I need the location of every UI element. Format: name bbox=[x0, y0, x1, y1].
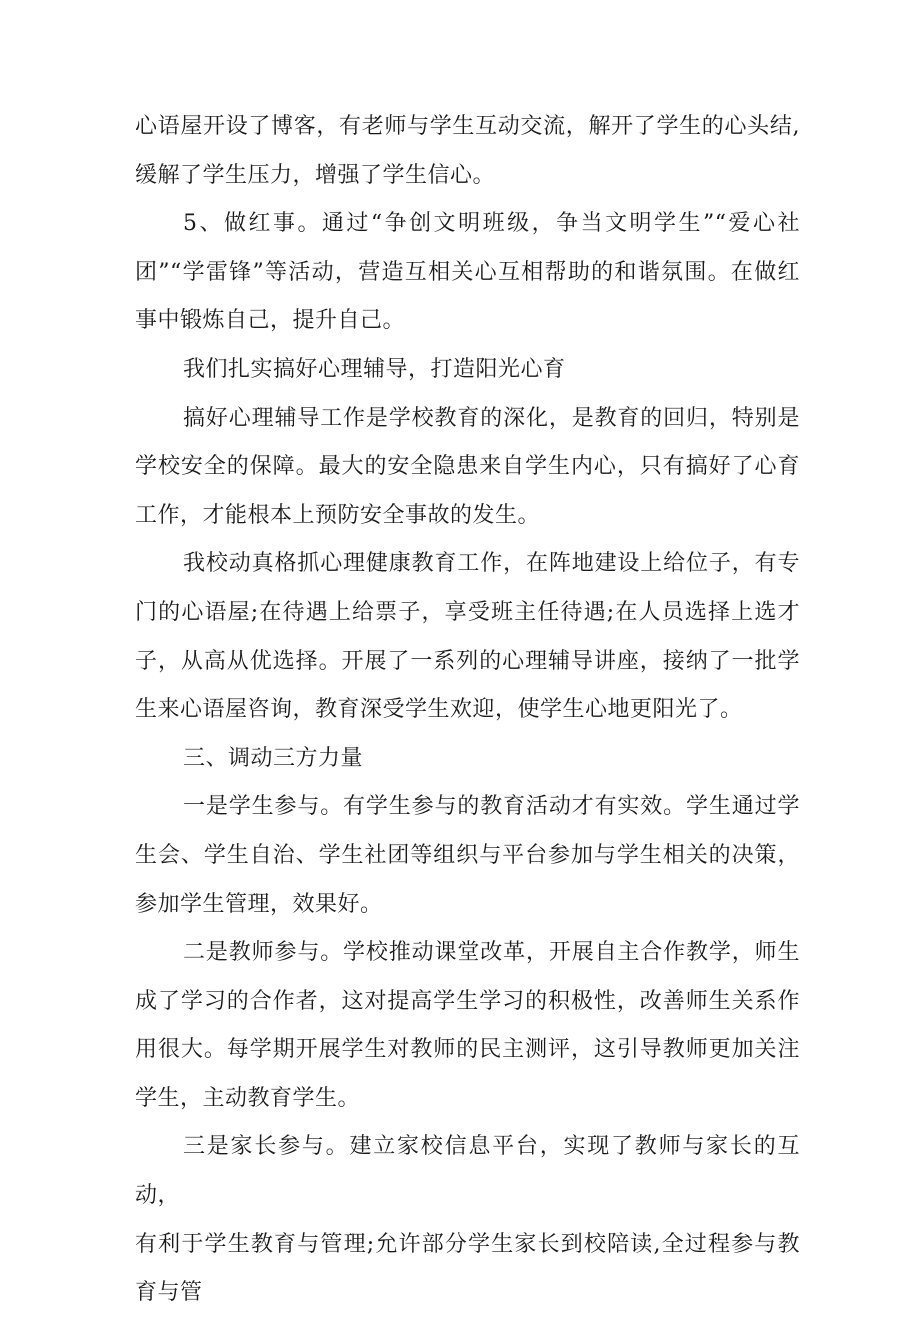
paragraph-counseling-blog: 心语屋开设了博客，有老师与学生互动交流，解开了学生的心头结,缓解了学生压力，增强了学生信心。 bbox=[135, 114, 800, 188]
paragraph-parent-participation-line2: 有利于学生教育与管理;允许部分学生家长到校陪读,全过程参与教育与管 bbox=[135, 1231, 800, 1306]
section-heading-three-forces: 三、调动三方力量 bbox=[183, 745, 364, 771]
section-heading-counseling: 我们扎实搞好心理辅导，打造阳光心育 bbox=[183, 356, 566, 382]
paragraph-mental-health-work: 我校动真格抓心理健康教育工作，在阵地建设上给位子，有专门的心语屋;在待遇上给票子，享受班主任待遇;在人员选择上选才子，从高从优选择。开展了一系列的心理辅导讲座，接纳了一批学生来心语屋咨询，教育深受学生欢迎，使学生心地更阳光了。 bbox=[135, 551, 800, 723]
paragraph-student-participation: 一是学生参与。有学生参与的教育活动才有实效。学生通过学生会、学生自治、学生社团等组织与平台参加与学生相关的决策，参加学生管理，效果好。 bbox=[135, 794, 800, 917]
paragraph-counseling-importance: 搞好心理辅导工作是学校教育的深化，是教育的回归，特别是学校安全的保障。最大的安全隐患来自学生内心，只有搞好了心育工作，才能根本上预防安全事故的发生。 bbox=[135, 405, 800, 528]
paragraph-good-deeds: 5、做红事。通过“争创文明班级，争当文明学生”“爱心社团”“学雷锋”等活动，营造互相关心互相帮助的和谐氛围。在做红事中锻炼自己，提升自己。 bbox=[135, 211, 800, 334]
paragraph-parent-participation-line1: 三是家长参与。建立家校信息平台，实现了教师与家长的互动， bbox=[135, 1134, 800, 1209]
paragraph-teacher-participation: 二是教师参与。学校推动课堂改革，开展自主合作教学，师生成了学习的合作者，这对提高学生学习的积极性，改善师生关系作用很大。每学期开展学生对教师的民主测评，这引导教师更加关注学生，主动教育学生。 bbox=[135, 940, 800, 1111]
document-body bbox=[135, 103, 800, 1318]
